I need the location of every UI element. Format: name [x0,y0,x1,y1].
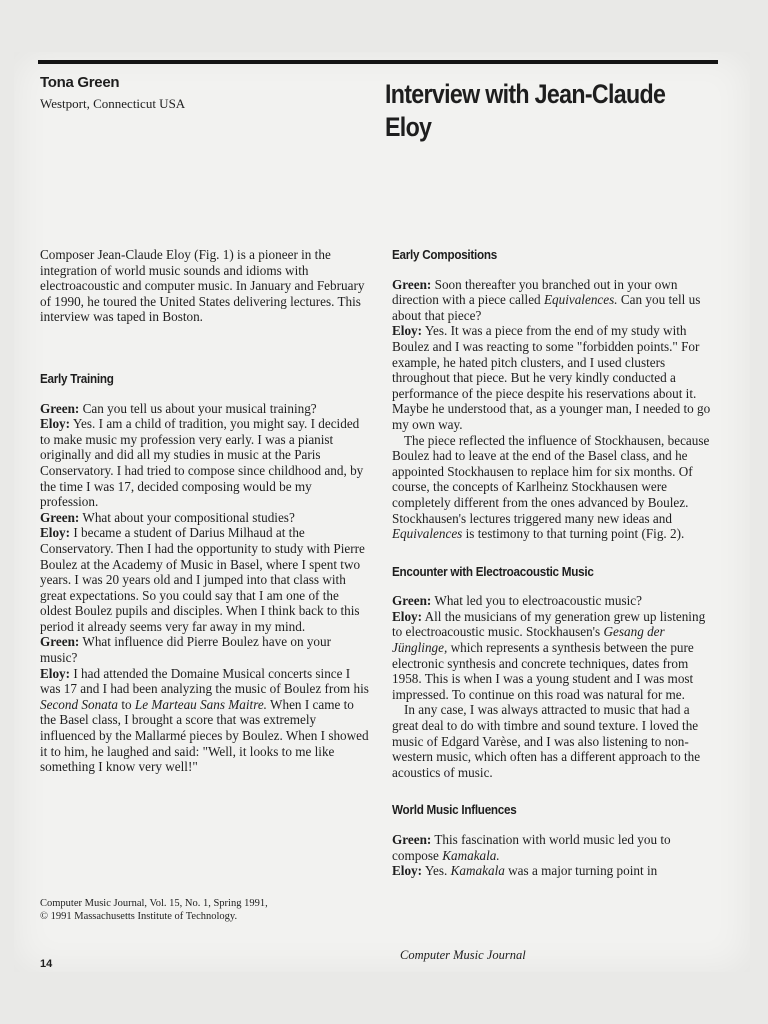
dialogue-turn [392,323,714,432]
speaker-label: Eloy: [392,863,423,879]
dialogue-text: Can you tell us about your musical training? [79,400,317,416]
dialogue-turn [40,416,370,510]
dialogue-text: I had attended the Domaine Musical concerts since I was 17 and I had been analyzing the music of Boulez from his [40,665,369,697]
speaker-label: Eloy: [40,416,71,432]
section-heading-electroacoustic: Encounter with Electroacoustic Music [392,563,594,579]
work-title: Equivalences [392,526,463,542]
dialogue-text: This fascination with world music led you to compose [392,832,671,863]
right-column [392,247,714,879]
speaker-label: Green: [40,509,80,525]
speaker-label: Green: [40,400,80,416]
author-name: Tona Green [40,74,120,91]
citation-footnote [40,897,340,923]
dialogue-text: Yes. I am a child of tradition, you might say. I decided to make music my profession very early. I was a pianist originally and did all my studies in music at the Paris Conservatory. I had tried to compose since childhood and, by the time I was 17, decided composing would be my profession. [40,416,364,510]
body-paragraph [392,433,714,542]
speaker-label: Green: [392,276,432,292]
dialogue-text: All the musicians of my generation grew up listening to electroacoustic music. Stockhausen's [392,608,706,640]
copyright-line: © 1991 Massachusetts Institute of Technology. [40,911,238,922]
dialogue-text: which represents a synthesis between the pure electronic synthesis and concrete techniques, dates from 1958. This is when I was a young student and I was most impressed. To continue on this road was natural for me. [392,640,694,702]
section-heading-early-compositions: Early Compositions [392,247,498,262]
section-heading-world-music: World Music Influences [392,802,517,818]
speaker-label: Eloy: [40,525,71,541]
speaker-label: Eloy: [40,665,71,681]
dialogue-turn [392,277,714,324]
article-title: Interview with Jean-Claude Eloy [385,79,666,142]
dialogue-turn [392,832,714,863]
dialogue-turn [40,525,370,634]
intro-paragraph: Composer Jean-Claude Eloy (Fig. 1) is a pioneer in the integration of world music sounds and idioms with electroacoustic and computer music. In January and February of 1990, he toured the United States delivering lectures. This interview was taped in Boston. [40,247,365,325]
dialogue-text: Yes. [422,863,451,879]
dialogue-text: Soon thereafter you branched out in your own direction with a piece called [392,276,678,308]
journal-page [14,52,750,972]
dialogue-turn [392,593,714,609]
dialogue-text: to [118,696,135,712]
work-title: Le Marteau Sans Maitre. [134,696,267,712]
body-paragraph: In any case, I was always attracted to music that had a great deal to do with timbre and sound texture. I loved the music of Edgard Varèse, and I was also listening to non-western music, which often has a different approach to the acoustics of music. [392,702,701,780]
section-heading-early-training: Early Training [40,370,114,386]
body-text: is testimony to that turning point (Fig. 2). [462,526,685,542]
dialogue-text: When I came to the Basel class, I brought a score that was extremely influenced by the Mallarmé pieces by Boulez. When I showed it to him, he laughed and said: "Well, it looks to me like something I know very well!" [40,696,369,775]
author-location: Westport, Connecticut USA [40,96,186,111]
work-title: Equivalences. [543,292,618,308]
speaker-label: Green: [40,634,80,650]
dialogue-text: was a major turning point in [504,863,658,879]
journal-name-footer: Computer Music Journal [400,948,526,962]
speaker-label: Eloy: [392,323,423,339]
header-rule [38,60,718,64]
body-text: The piece reflected the influence of Stockhausen, because Boulez had to leave at the end of the Basel class, and he appointed Stockhausen to replace him for six months. Of course, the concepts of Karlheinz Stockhausen were completely different from the ones advanced by Boulez. Stockhausen's lectures triggered many new ideas and [392,432,710,526]
dialogue-text: Can you tell us about that piece? [392,292,701,323]
work-title: Gesang der Jünglinge, [392,624,665,656]
speaker-label: Eloy: [392,608,423,624]
work-title: Kamakala. [442,847,500,863]
dialogue-text: I became a student of Darius Milhaud at the Conservatory. Then I had the opportunity to study with Pierre Boulez at the Academy of Music in Basel, where I spent two years. I was 20 years old and I jumped into that class with great expectations. So you could say that I am one of the oldest Boulez pupils and disciples. When I think back to this period it already seems very far away in my mind. [40,525,365,634]
page-number: 14 [40,958,53,970]
work-title: Second Sonata [40,696,119,712]
dialogue-text: Yes. It was a piece from the end of my study with Boulez and I was reacting to some "forbidden points." For example, he hated pitch clusters, and I used clusters throughout that piece. But he very kindly conducted a performance of the piece despite his reservations about it. Maybe he understood that, as a younger man, I needed to go my own way. [392,323,711,432]
work-title: Kamakala [450,863,505,879]
dialogue-turn [40,510,370,526]
speaker-label: Green: [392,832,432,847]
dialogue-turn [40,666,370,775]
dialogue-text: What influence did Pierre Boulez have on your music? [40,634,332,666]
dialogue-turn [392,863,714,879]
dialogue-turn [40,401,370,417]
citation-line: Computer Music Journal, Vol. 15, No. 1, Spring 1991, [40,898,268,909]
left-column [40,247,370,775]
dialogue-turn [40,634,370,665]
dialogue-turn [392,609,714,703]
dialogue-text: What about your compositional studies? [79,509,295,525]
dialogue-text: What led you to electroacoustic music? [431,593,642,609]
speaker-label: Green: [392,593,432,609]
